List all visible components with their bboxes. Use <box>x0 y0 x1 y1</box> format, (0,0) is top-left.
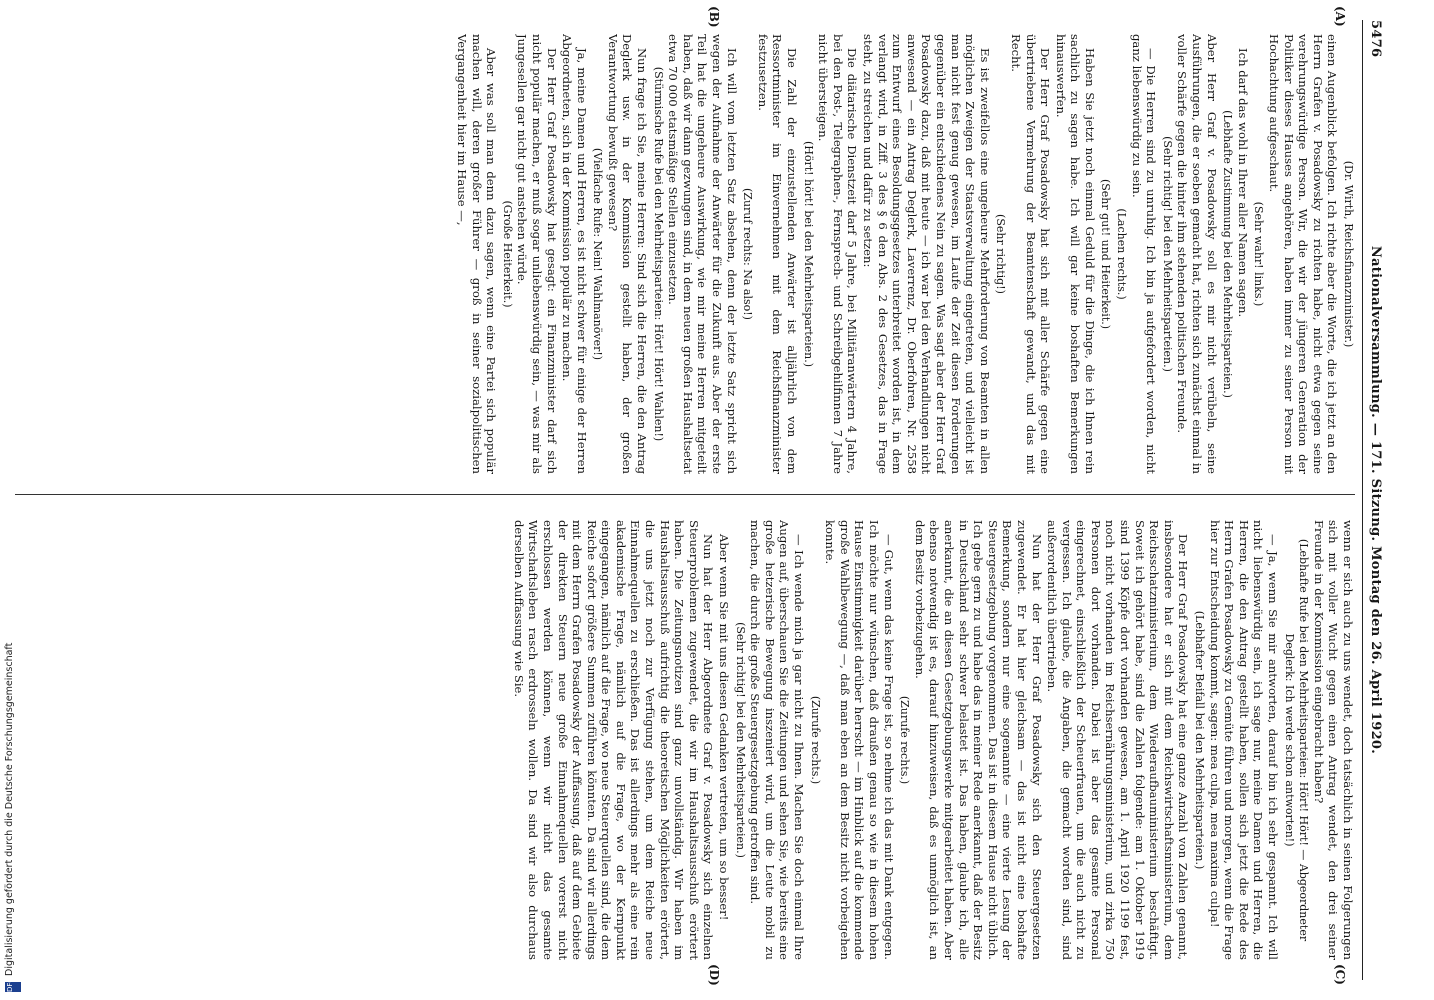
speech-paragraph: Der Herr Graf Posadowsky hat gesagt: ein Finanzminister darf sich nicht populär machen, er muß sogar unliebenswürdig sein, — was mir als Jungesellen gar nicht gut anstehen würde. <box>515 34 559 474</box>
interjection: (Lebhafte Rufe bei den Mehrheitsparteien: Hört! Hört! — Abgeordneter Deglerk: Ich werde schon antworten!) <box>1282 538 1311 942</box>
speech-paragraph: Nun frage ich Sie, meine Herren: Sind sich die Herren, die den Antrag Deglerk usw. in der Kommission gestellt haben, der großen Verantwortung bewußt gewesen? <box>605 34 650 474</box>
interjection: (Vielfache Rufe: Nein! Wahlmanöver!) <box>591 147 605 361</box>
speech-paragraph: — Gut, wenn das keine Frage ist, so nehme ich das mit Dank entgegen. Ich möchte nur wünschen, daß draußen genau so wie in diesem hohen Hause Einstimmigkeit darüber herrscht — im Hinblick auf die kommende große Wahlbewegung —, daß man eben an dem Besitz nicht vorbeigehen konnte. <box>823 520 896 960</box>
interjection: (Sehr richtig! bei den Mehrheitsparteien.) <box>1160 136 1174 372</box>
speech-paragraph: wenn er sich auch zu uns wendet, doch tatsächlich in seinen Folgerungen sich mit voller Wucht gegen einen Antrag wendet, den drei seiner Freunde in der Kommission eingebracht haben? <box>1311 520 1355 960</box>
margin-mark-c: (C) <box>1333 964 1347 985</box>
interjection: (Sehr gut! und Heiterkeit.) <box>1099 178 1113 330</box>
running-head-title: Nationalversammlung. — 171. Sitzung. Montag den 26. April 1920. <box>1368 245 1383 755</box>
speech-paragraph: Aber wenn Sie mit uns diesen Gedanken vertreten, um so besser! <box>717 534 732 921</box>
right-column <box>10 520 1355 960</box>
speech-paragraph: Der Herr Graf Posadowsky hat eine ganze Anzahl von Zahlen genannt, insbesondere hat er sich mit dem Reichswirtschaftsministerium, dem Reichsschatzministerium, dem Wiederaufbauministerium beschäftigt. Soweit ich gehört habe, sind die Zahlen folgende: am 1. Oktober 1919 sind 1399 Köpfe dort vorhanden gewesen, am 1. April 1920 1199 fest, noch nicht vorhanden im Reichsernährungsministerium, und zirka 750 Personen dort vorhanden. Dabei ist aber das gesamte Personal eingerechnet, einschließlich der Scheuerfrauen, um die auch nicht zu vergessen. Ich glaube, die Angaben, die gemacht worden sind, sind außerordentlich übertrieben. <box>1045 520 1191 960</box>
margin-mark-b: (B) <box>707 6 721 28</box>
dfg-logo: DFG <box>5 982 21 992</box>
speech-paragraph: Nun hat der Herr Graf Posadowsky sich den Steuergesetzen zugewendet. Er hat hier gleichsam — das ist nicht eine boshafte Bemerkung, sondern nur eine sogenannte — eine vierte Lesung der Steuergesetzgebung vorgenommen. Das ist in diesem Hause nicht üblich. Ich gebe gern zu und habe das in meiner Rede anerkannt, daß der Besitz in Deutschland sehr schwer belastet ist. Das haben, glaube ich, alle anerkannt, die an diesen Gesetzgebungswerke mitgearbeitet haben. Aber ebenso notwendig ist es, darauf hinzuweisen, daß es unmöglich ist, an dem Besitz vorbeizugehen. <box>912 520 1044 960</box>
interjection: (Lachen rechts.) <box>1115 208 1129 300</box>
speech-paragraph: einen Augenblick befolgen. Ich richte aber die Worte, die ich jetzt an den Herrn Grafen v. Posadowsky zu richten habe, nicht etwa gegen seine verehrungswürdige Person. Wir, die wir der jüngeren Generation der Politiker dieses Hauses angehören, haben immer zu seiner Person mit Hochachtung aufgeschaut. <box>1267 34 1340 474</box>
interjection: (Hört! hört! bei den Mehrheitsparteien.) <box>801 140 815 368</box>
speech-paragraph: Ich darf das wohl in Ihrer aller Namen sagen. <box>1235 48 1250 318</box>
interjection: (Große Heiterkeit.) <box>500 200 514 308</box>
speech-paragraph: Nun hat der Herr Abgeordnete Graf v. Posadowsky sich einzelnen Steuerproblemen zugewendet, die wir im Haushaltsausschuß erörtert haben. Die Zeitungsnotizen sind ganz unvollständig. Wir haben im Haushaltsausschuß aufrichtig die theoretischen Möglichkeiten erörtert, die uns jetzt noch zur Verfügung stehen, um dem Reiche neue Einnahmequellen zu erschließen. Das ist allerdings mehr als eine rein akademische Frage, nämlich auf die Frage, wo der Kernpunkt eingegangen, nämlich auf die Frage, wo neue Steuerquellen sind, die dem Reiche sofort größere Summen zuführen könnten. Da sind wir allerdings mit dem Herrn Grafen Posadowsky der Auffassung, daß auf dem Gebiete der direkten Steuern neue große Einnahmequellen vorerst nicht erschlossen werden können, wenn wir nicht das gesamte Wirtschaftsleben rasch erdrosseln wollen. Da sind wir also durchaus derselben Auffassung wie Sie. <box>511 520 716 960</box>
interjection: (Zurufe rechts.) <box>898 695 912 785</box>
header-rule <box>1362 20 1363 980</box>
interjection: (Sehr wahr! links.) <box>1252 201 1266 307</box>
speech-paragraph: Aber Herr Graf v. Posadowsky soll es mir nicht verübeln, seine Ausführungen, die er soeben gemacht hat, richten sich zunächst einmal in voller Schärfe gegen die hinter ihm stehenden politischen Freunde. <box>1175 34 1219 474</box>
interjection: (Sehr richtig!) <box>994 214 1008 294</box>
speech-paragraph: Die Zahl der einzustellenden Anwärter ist alljährlich von dem Ressortminister im Einvernehmen mit dem Reichsfinanzminister festzusetzen. <box>755 34 800 474</box>
speech-paragraph: Haben Sie jetzt noch einmal Geduld für die Dinge, die ich Ihnen rein sachlich zu sagen habe. Ich will gar keine boshaften Bemerkungen hinauswerfen. <box>1053 34 1097 474</box>
digitization-note: Digitalisierung gefördert durch die Deutsche Forschungsgemeinschaft <box>4 642 15 976</box>
interjection: (Lebhafte Zustimmung bei den Mehrheitsparteien.) <box>1221 110 1235 398</box>
interjection: (Zuruf rechts: Na also!) <box>741 188 755 320</box>
interjection: (Sehr richtig! bei den Mehrheitsparteien.) <box>733 622 747 858</box>
left-column <box>10 34 1355 474</box>
margin-mark-d: (D) <box>707 964 721 986</box>
speech-paragraph: Es ist zweifellos eine ungeheure Mehrforderung von Beamten in allen möglichen Zweigen der Staatsverwaltung eingetreten, und vielleicht ist man nicht fest genug gewesen, im Laufe der Zeit diesen Forderungen gegenüber ein entschiedenes Nein zu sagen. Was sagt aber der Herr Graf Posadowsky dazu, daß mit heute — ich war bei den Verhandlungen nicht anwesend — ein Antrag Deglerk, Laverrenz, Dr. Oberfohren, Nr. 2558 zum Entwurf eines Besoldungsgesetzes unterbreitet worden ist, in dem verlangt wird, in Ziff. 3 des § 6 den Abs. 2 des Gesetzes, das in Frage steht, zu streichen und dafür zu setzen: <box>861 34 992 474</box>
digitization-footer <box>4 592 26 992</box>
interjection: (Zurufe rechts.) <box>808 695 822 785</box>
speech-paragraph: Aber was soll man denn dazu sagen, wenn eine Partei sich populär machen will, deren großer Führer — groß in seiner sozialpolitischen Vergangenheit hier im Hause —, <box>454 34 499 474</box>
interjection: (Lebhafter Beifall bei den Mehrheitsparteien.) <box>1193 610 1207 870</box>
page-number: 5476 <box>1368 20 1383 58</box>
speech-paragraph: Die diätarische Dienstzeit darf 5 Jahre, bei Militäranwärtern 4 Jahre, bei den Post-, Telegraphen-, Fernsprech- und Schreibgehilfinnen 7 Jahre nicht übersteigen. <box>816 34 860 474</box>
interjection: (Stürmische Rufe bei den Mehrheitsparteien: Hört! Hört! Wahlen!) <box>651 66 665 442</box>
speech-paragraph: Der Herr Graf Posadowsky hat sich mit aller Schärfe gegen eine übertriebene Vermehrung der Beamtenschaft gewandt, und das mit Recht. <box>1008 34 1053 474</box>
column-divider <box>15 494 1355 495</box>
margin-mark-a: (A) <box>1333 6 1347 27</box>
speech-paragraph: Ich will vom letzten Satz absehen, denn der letzte Satz spricht sich wegen der Aufnahme der Anwärter für die Zukunft aus. Aber der erste Teil hat die ungeheure Auswirkung, wie mir meine Herren mitgeteilt haben, daß wir dann gezwungen sind, in dem neuen großen Haushaltsetat etwa 70 000 etatsmäßige Stellen einzusetzen. <box>666 34 739 474</box>
speech-paragraph: — Ich wende mich ja gar nicht zu Ihnen. Machen Sie doch einmal Ihre Augen auf, überschauen Sie die Zeitungen und sehen Sie, wie bereits eine große hetzerische Bewegung inszeniert wird, um die Leute mobil zu machen, die durch die große Steuergesetzgebung getroffen sind. <box>748 520 807 960</box>
speech-paragraph: — Ja, wenn Sie mir antworten, darauf bin ich sehr gespannt. Ich will nicht liebenswürdig sein, ich sage nur, meine Damen und Herren, die Herren, die den Antrag gestellt haben, sollen sich jetzt die Rede des Herrn Grafen Posadowsky zu Gemüte führen und morgen, wenn die Frage hier zur Entscheidung kommt, sagen: mea culpa, mea maxima culpa! <box>1207 520 1281 960</box>
running-head <box>1361 20 1385 980</box>
speech-paragraph: — Die Herren sind zu unruhig. Ich bin ja aufgefordert worden, nicht ganz liebenswürdig zu sein. <box>1129 34 1159 474</box>
speech-paragraph: Ja, meine Damen und Herren, es ist nicht schwer für einige der Herren Abgeordneten, sich in der Kommission populär zu machen. <box>560 34 589 474</box>
interjection: (Dr. Wirth, Reichsfinanzminister.) <box>1342 160 1355 348</box>
